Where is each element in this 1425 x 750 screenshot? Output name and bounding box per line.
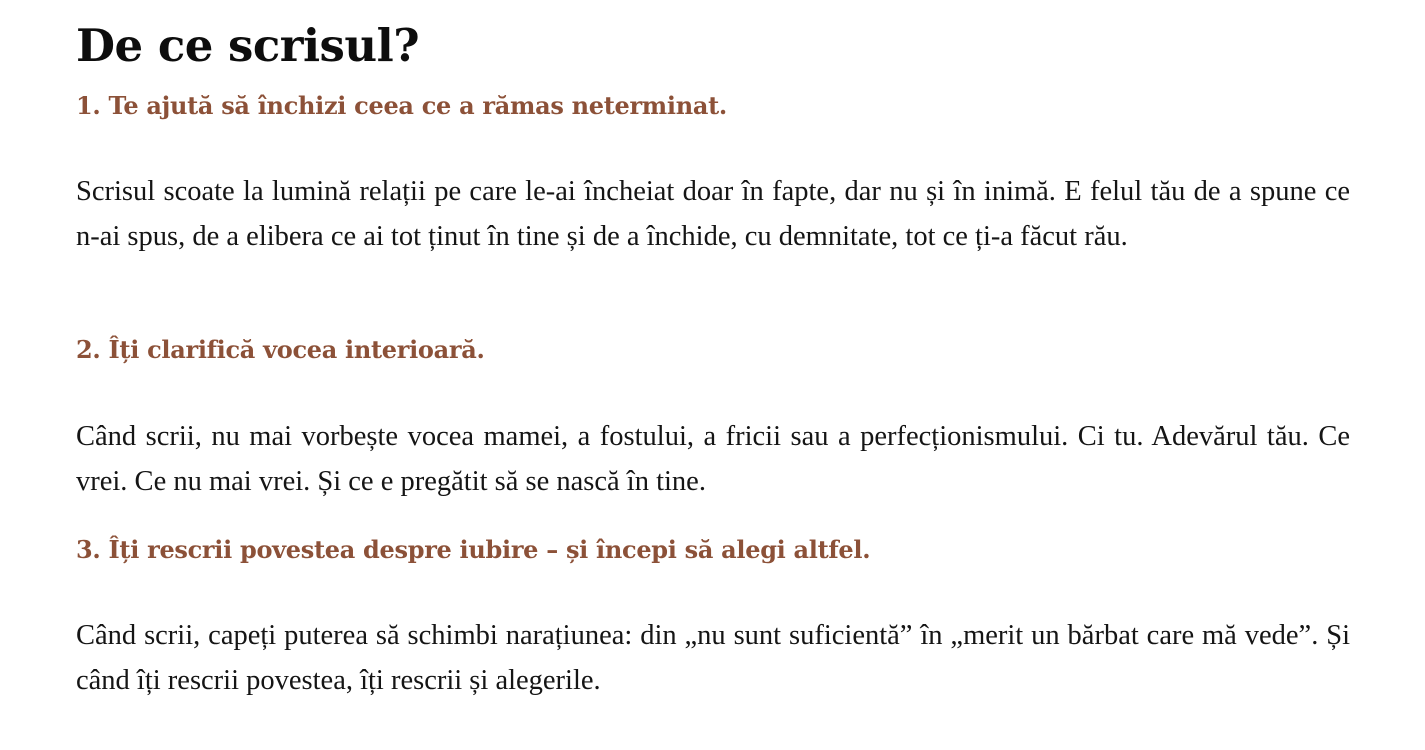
page-title: De ce scrisul? — [76, 19, 420, 72]
section-body-3: Când scrii, capeți puterea să schimbi narațiunea: din „nu sunt suficientă” în „merit un bărbat care mă vede”. Și când îți rescrii povestea, îți rescrii și alegerile. — [76, 620, 1350, 696]
section-heading-3: 3. Îți rescrii povestea despre iubire – și începi să alegi altfel. — [76, 535, 871, 564]
section-body-2: Când scrii, nu mai vorbește vocea mamei, a fostului, a fricii sau a perfecționismului. Ci tu. Adevărul tău. Ce vrei. Ce nu mai vrei. Și ce e pregătit să se nască în tine. — [76, 421, 1350, 497]
section-heading-1: 1. Te ajută să închizi ceea ce a rămas neterminat. — [76, 91, 727, 120]
section-body-1: Scrisul scoate la lumină relații pe care le-ai încheiat doar în fapte, dar nu și în inimă. E felul tău de a spune ce n-ai spus, de a elibera ce ai tot ținut în tine și de a închide, cu demnitate, tot ce ți-a făcut rău. — [76, 176, 1350, 252]
section-heading-2: 2. Îți clarifică vocea interioară. — [76, 335, 485, 364]
